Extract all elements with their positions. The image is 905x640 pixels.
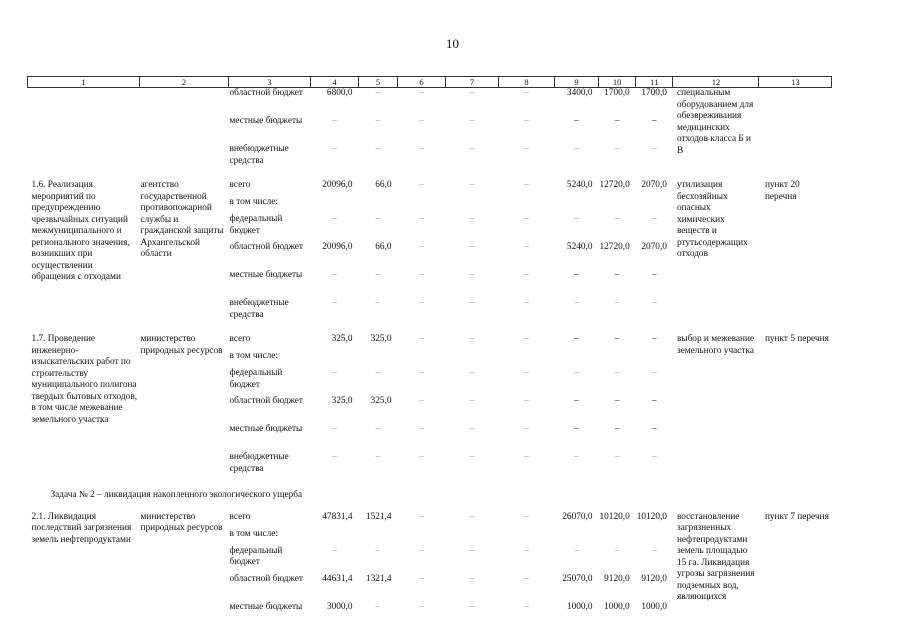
amount-cell: – xyxy=(524,424,529,434)
funding-source: внебюджетные средства xyxy=(229,144,289,166)
column-number: 4 xyxy=(311,77,359,88)
amount-cell: – xyxy=(469,601,475,612)
list-item-reference xyxy=(759,88,832,173)
funding-source: областной бюджет xyxy=(229,573,303,584)
financing-table xyxy=(27,76,832,630)
amount-cell: – xyxy=(419,298,424,308)
amount-cell: – xyxy=(614,452,620,462)
amount-cell: – xyxy=(375,545,381,556)
amount-cell: 1000,0 xyxy=(604,601,630,612)
amount-cell: 12720,0 xyxy=(599,242,630,252)
amount-cell: – xyxy=(614,270,620,280)
amount-cell: – xyxy=(375,214,381,224)
amount-cell: 1700,0 xyxy=(604,88,630,98)
amount-cell: – xyxy=(574,424,579,434)
funding-source: всего xyxy=(229,511,251,522)
funding-source: в том числе: xyxy=(229,351,278,361)
funding-source: внебюджетные средства xyxy=(229,452,289,474)
amount-cell: 44631,4 xyxy=(322,573,353,584)
amount-cell: – xyxy=(419,270,424,280)
amount-cell: – xyxy=(524,601,529,612)
amount-cell: – xyxy=(469,270,475,280)
amount-cell: – xyxy=(524,180,529,190)
funding-source: всего xyxy=(229,334,251,344)
amount-cell: – xyxy=(469,368,475,378)
amount-cell xyxy=(311,529,359,546)
amount-cell: – xyxy=(574,396,579,406)
amount-cell: – xyxy=(574,334,579,344)
amount-cell: – xyxy=(419,573,424,584)
amount-cell: 9120,0 xyxy=(604,573,630,584)
funding-source: федеральный бюджет xyxy=(229,545,283,567)
amount-cell: 1321,4 xyxy=(365,573,392,584)
agency-cell: министерство природных ресурсов xyxy=(140,511,223,533)
amount-cell: 2070,0 xyxy=(641,242,667,252)
amount-cell xyxy=(446,529,499,546)
amount-cell: 20096,0 xyxy=(322,180,353,190)
table-row xyxy=(28,88,832,117)
amount-cell: – xyxy=(419,601,424,612)
amount-cell: – xyxy=(375,298,381,308)
amount-cell: 3000,0 xyxy=(326,601,353,612)
column-number: 2 xyxy=(140,77,229,88)
funding-source: федеральный бюджет xyxy=(229,368,283,390)
amount-cell: – xyxy=(332,368,337,378)
amount-cell: – xyxy=(652,368,657,378)
column-number: 5 xyxy=(359,77,398,88)
amount-cell: – xyxy=(652,452,657,462)
amount-cell: – xyxy=(469,116,475,126)
amount-cell: – xyxy=(375,116,381,126)
amount-cell xyxy=(636,197,673,214)
amount-cell: – xyxy=(469,573,475,584)
amount-cell: – xyxy=(652,298,657,308)
amount-cell xyxy=(398,529,446,546)
amount-cell: – xyxy=(419,334,424,344)
amount-cell: 1000,0 xyxy=(566,601,593,612)
agency-cell: агентство государственной противопожарной службы и гражданской защиты Архангельской области xyxy=(140,180,224,259)
amount-cell: – xyxy=(614,298,620,308)
column-number: 7 xyxy=(446,77,499,88)
amount-cell: 1700,0 xyxy=(641,88,667,98)
amount-cell: – xyxy=(375,424,381,434)
amount-cell: – xyxy=(524,452,529,462)
amount-cell xyxy=(359,529,398,546)
funding-source: областной бюджет xyxy=(229,88,303,98)
amount-cell: – xyxy=(614,144,620,154)
amount-cell: – xyxy=(332,144,337,154)
funding-source: областной бюджет xyxy=(229,396,303,406)
expected-result-cell: выбор и межевание земельного участка xyxy=(676,334,755,356)
amount-cell: – xyxy=(524,214,529,224)
amount-cell: 5240,0 xyxy=(566,180,593,190)
amount-cell: – xyxy=(524,242,529,252)
funding-source: в том числе: xyxy=(229,197,278,207)
amount-cell xyxy=(599,197,636,214)
amount-cell: – xyxy=(652,214,657,224)
table-row xyxy=(28,180,832,197)
amount-cell: – xyxy=(614,424,620,434)
funding-source: внебюджетные средства xyxy=(229,298,289,320)
amount-cell: – xyxy=(469,242,475,252)
amount-cell: 12720,0 xyxy=(599,180,630,190)
amount-cell: – xyxy=(614,214,620,224)
column-number: 13 xyxy=(759,77,832,88)
amount-cell: 47831,4 xyxy=(322,511,353,522)
amount-cell: – xyxy=(419,511,424,522)
amount-cell xyxy=(446,351,499,368)
amount-cell: – xyxy=(332,270,337,280)
amount-cell xyxy=(446,197,499,214)
amount-cell: – xyxy=(469,396,475,406)
amount-cell: 9120,0 xyxy=(641,573,667,584)
column-number: 12 xyxy=(673,77,759,88)
amount-cell: 3400,0 xyxy=(566,88,593,98)
amount-cell xyxy=(398,351,446,368)
amount-cell: – xyxy=(332,424,337,434)
amount-cell xyxy=(636,351,673,368)
amount-cell: 1000,0 xyxy=(641,601,667,612)
amount-cell: – xyxy=(469,545,475,556)
list-item-reference: пункт 5 перечня xyxy=(764,334,829,344)
amount-cell: – xyxy=(574,144,579,154)
expected-result-cell: утилизация бесхозяйных опасных химических веществ и ртутьсодержащих отходов xyxy=(676,180,748,259)
amount-cell: – xyxy=(574,545,579,556)
amount-cell: – xyxy=(469,144,475,154)
amount-cell: – xyxy=(469,424,475,434)
amount-cell: – xyxy=(469,334,475,344)
list-item-reference: пункт 20 перечня xyxy=(764,180,800,202)
amount-cell: – xyxy=(332,298,337,308)
amount-cell: 325,0 xyxy=(370,396,392,406)
amount-cell: – xyxy=(524,545,529,556)
list-item-reference: пункт 7 перечня xyxy=(764,511,829,522)
amount-cell: 66,0 xyxy=(375,180,392,190)
amount-cell: – xyxy=(469,452,475,462)
amount-cell xyxy=(398,197,446,214)
amount-cell: 10120,0 xyxy=(599,511,630,522)
funding-source: местные бюджеты xyxy=(229,601,303,612)
amount-cell xyxy=(555,351,599,368)
agency-cell xyxy=(140,88,229,173)
amount-cell: – xyxy=(574,452,579,462)
amount-cell: – xyxy=(524,396,529,406)
amount-cell: – xyxy=(469,511,475,522)
amount-cell: 26070,0 xyxy=(562,511,593,522)
amount-cell: – xyxy=(652,396,657,406)
amount-cell xyxy=(499,529,555,546)
amount-cell: 6800,0 xyxy=(326,88,353,98)
amount-cell: 2070,0 xyxy=(641,180,667,190)
funding-source: местные бюджеты xyxy=(229,116,303,126)
column-number: 3 xyxy=(229,77,311,88)
amount-cell: 10120,0 xyxy=(636,511,667,522)
amount-cell: – xyxy=(375,270,381,280)
column-number: 6 xyxy=(398,77,446,88)
amount-cell xyxy=(599,351,636,368)
column-number: 10 xyxy=(599,77,636,88)
amount-cell: 1521,4 xyxy=(365,511,392,522)
funding-source: всего xyxy=(229,180,251,190)
amount-cell: – xyxy=(524,88,529,98)
column-number: 8 xyxy=(499,77,555,88)
expected-result-cell: восстановление загрязненных нефтепродуктами земель площадью 15 га. Ликвидация угрозы загрязнения подземных вод, являющихся xyxy=(676,511,755,602)
amount-cell: – xyxy=(419,396,424,406)
amount-cell xyxy=(636,529,673,546)
funding-source: в том числе: xyxy=(229,528,278,539)
amount-cell: – xyxy=(524,334,529,344)
amount-cell: – xyxy=(574,270,579,280)
amount-cell xyxy=(499,197,555,214)
block-spacer xyxy=(28,326,832,334)
amount-cell: 25070,0 xyxy=(562,573,593,584)
amount-cell: – xyxy=(652,334,657,344)
amount-cell: – xyxy=(419,116,424,126)
amount-cell: 325,0 xyxy=(331,334,353,344)
amount-cell: – xyxy=(614,396,620,406)
amount-cell: – xyxy=(419,452,424,462)
amount-cell: – xyxy=(375,88,381,98)
amount-cell: – xyxy=(469,88,475,98)
agency-cell: министерство природных ресурсов xyxy=(140,334,223,356)
amount-cell: – xyxy=(524,298,529,308)
amount-cell: – xyxy=(419,242,424,252)
amount-cell xyxy=(499,351,555,368)
amount-cell: – xyxy=(614,368,620,378)
page-number: 10 xyxy=(446,36,459,51)
amount-cell: – xyxy=(574,214,579,224)
amount-cell: – xyxy=(375,368,381,378)
amount-cell xyxy=(311,351,359,368)
column-number: 1 xyxy=(28,77,140,88)
amount-cell: – xyxy=(574,116,579,126)
amount-cell: – xyxy=(524,511,529,522)
amount-cell: – xyxy=(574,368,579,378)
amount-cell: 325,0 xyxy=(370,334,392,344)
amount-cell: – xyxy=(524,573,529,584)
amount-cell: 66,0 xyxy=(375,242,392,252)
amount-cell: – xyxy=(469,298,475,308)
amount-cell: – xyxy=(375,601,381,612)
amount-cell: – xyxy=(419,180,424,190)
amount-cell: – xyxy=(375,144,381,154)
column-number: 11 xyxy=(636,77,673,88)
amount-cell xyxy=(599,529,636,546)
amount-cell xyxy=(359,351,398,368)
amount-cell xyxy=(311,197,359,214)
amount-cell: – xyxy=(524,116,529,126)
task-heading-row xyxy=(28,480,832,512)
amount-cell: – xyxy=(614,334,620,344)
funding-source: федеральный бюджет xyxy=(229,214,283,236)
column-number: 9 xyxy=(555,77,599,88)
amount-cell: – xyxy=(419,144,424,154)
measure-cell xyxy=(28,88,140,173)
amount-cell xyxy=(359,197,398,214)
amount-cell: – xyxy=(469,180,475,190)
amount-cell: – xyxy=(524,270,529,280)
amount-cell: 5240,0 xyxy=(566,242,593,252)
amount-cell xyxy=(555,197,599,214)
amount-cell: – xyxy=(574,298,579,308)
amount-cell: – xyxy=(419,368,424,378)
funding-source: местные бюджеты xyxy=(229,424,303,434)
amount-cell: – xyxy=(652,424,657,434)
amount-cell: – xyxy=(652,116,657,126)
amount-cell: – xyxy=(652,270,657,280)
amount-cell: – xyxy=(614,116,620,126)
amount-cell: – xyxy=(375,452,381,462)
amount-cell: – xyxy=(652,545,657,556)
amount-cell: – xyxy=(614,545,620,556)
amount-cell: – xyxy=(419,214,424,224)
table-row xyxy=(28,512,832,529)
measure-cell: 1.6. Реализация мероприятий по предупреждению чрезвычайных ситуаций межмуниципального и регионального значения, возникших при осуществлении обращения с отходами xyxy=(31,180,130,282)
amount-cell: – xyxy=(652,144,657,154)
amount-cell: – xyxy=(469,214,475,224)
funding-source: областной бюджет xyxy=(229,242,303,252)
column-number-row xyxy=(28,77,832,88)
amount-cell: – xyxy=(419,545,424,556)
amount-cell: – xyxy=(524,144,529,154)
measure-cell: 1.7. Проведение инженерно-изыскательских работ по строительству муниципального полигона твердых бытовых отходов, в том числе межевание земельного участка xyxy=(31,334,138,425)
task-heading: Задача № 2 – ликвидация накопленного экологического ущерба xyxy=(50,490,303,500)
amount-cell xyxy=(555,529,599,546)
funding-source: местные бюджеты xyxy=(229,270,303,280)
amount-cell: – xyxy=(419,88,424,98)
amount-cell: – xyxy=(419,424,424,434)
block-spacer xyxy=(28,172,832,180)
amount-cell: – xyxy=(332,116,337,126)
amount-cell: – xyxy=(332,452,337,462)
amount-cell: – xyxy=(332,214,337,224)
amount-cell: – xyxy=(524,368,529,378)
expected-result-cell: специальным оборудованием для обезвреживания медицинских отходов класса Б и В xyxy=(676,88,754,156)
amount-cell: 325,0 xyxy=(331,396,353,406)
table-row xyxy=(28,334,832,351)
amount-cell: – xyxy=(332,545,337,556)
amount-cell: 20096,0 xyxy=(322,242,353,252)
measure-cell: 2.1. Ликвидация последствий загрязнения земель нефтепродуктами xyxy=(31,511,132,545)
